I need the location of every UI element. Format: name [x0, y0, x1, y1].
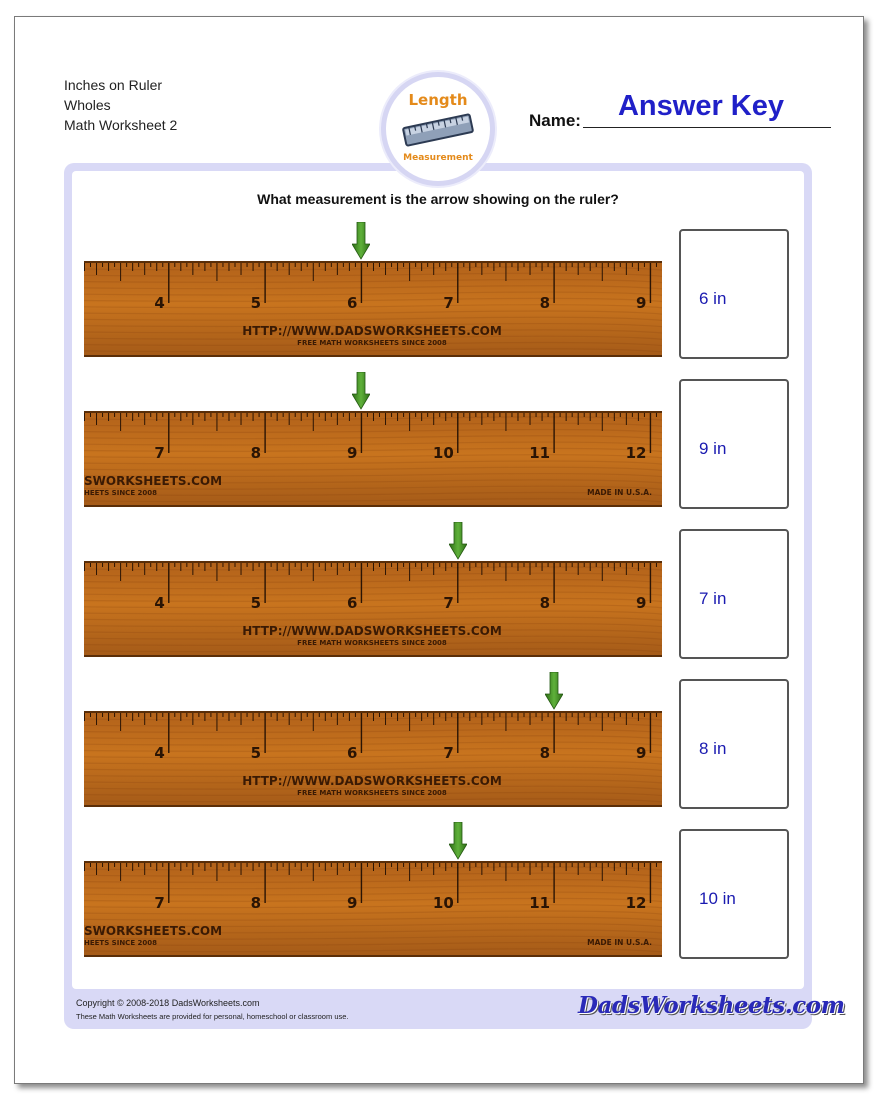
ruler [84, 411, 662, 507]
ruler-number: 5 [250, 294, 262, 312]
answer-box[interactable] [679, 229, 789, 359]
ruler-graphic [84, 711, 662, 807]
ruler-number: 9 [636, 594, 647, 612]
ruler-graphic [84, 411, 662, 507]
ruler-number: 8 [539, 294, 551, 312]
badge-title: Length [408, 91, 468, 109]
ruler-print-url: HTTP://WWW.DADSWORKSHEETS.COM [242, 774, 502, 788]
length-measurement-badge [381, 72, 495, 186]
ruler-print-url: HTTP://WWW.DADSWORKSHEETS.COM [242, 624, 502, 638]
ruler [84, 561, 662, 657]
ruler-number: 8 [250, 894, 262, 912]
footer-note: These Math Worksheets are provided for personal, homeschool or classroom use. [76, 1012, 349, 1021]
ruler-number: 12 [625, 444, 647, 462]
ruler [84, 861, 662, 957]
ruler-number: 9 [347, 444, 358, 462]
ruler-print-tagline: FREE MATH WORKSHEETS SINCE 2008 [297, 639, 447, 647]
ruler-number: 4 [154, 744, 165, 762]
ruler-number: 10 [432, 894, 454, 912]
ruler-graphic [84, 261, 662, 357]
ruler-number: 6 [347, 594, 358, 612]
ruler [84, 711, 662, 807]
question-text: What measurement is the arrow showing on the ruler? [257, 191, 619, 207]
name-field[interactable]: Answer Key [617, 90, 784, 122]
ruler-print-url: SWORKSHEETS.COM [84, 924, 223, 938]
ruler-number: 12 [625, 894, 647, 912]
ruler-print-url: HTTP://WWW.DADSWORKSHEETS.COM [242, 324, 502, 338]
ruler-print-tagline: HEETS SINCE 2008 [84, 939, 158, 947]
ruler-number: 7 [154, 444, 165, 462]
pointer-arrow-icon [352, 222, 370, 260]
pointer-arrow-icon [352, 372, 370, 410]
worksheet-topic: Inches on Ruler [64, 77, 163, 93]
name-label: Name: [529, 111, 581, 130]
ruler-number: 7 [443, 744, 454, 762]
footer-copyright: Copyright © 2008-2018 DadsWorksheets.com [76, 998, 260, 1008]
ruler-number: 7 [154, 894, 165, 912]
ruler-graphic [84, 561, 662, 657]
ruler-number: 8 [539, 744, 551, 762]
ruler-number: 11 [529, 444, 551, 462]
ruler-number: 5 [250, 594, 262, 612]
ruler-number: 9 [636, 294, 647, 312]
ruler-number: 10 [432, 444, 454, 462]
ruler-number: 7 [443, 294, 454, 312]
ruler-print-tagline: HEETS SINCE 2008 [84, 489, 158, 497]
ruler-icon [400, 111, 476, 149]
ruler-number: 9 [636, 744, 647, 762]
worksheet-number: Math Worksheet 2 [64, 117, 178, 133]
answer-text: 7 in [699, 589, 727, 608]
worksheet-subtopic: Wholes [64, 97, 111, 113]
pointer-arrow-icon [545, 672, 563, 710]
ruler [84, 261, 662, 357]
ruler-number: 11 [529, 894, 551, 912]
ruler-number: 4 [154, 294, 165, 312]
ruler-print-tagline: FREE MATH WORKSHEETS SINCE 2008 [297, 339, 447, 347]
ruler-made-in: MADE IN U.S.A. [587, 488, 652, 497]
ruler-graphic [84, 861, 662, 957]
answer-box[interactable] [679, 679, 789, 809]
ruler-number: 7 [443, 594, 454, 612]
footer-logo: DadsWorksheets.com [578, 992, 845, 1019]
answer-box[interactable] [679, 379, 789, 509]
name-line [583, 127, 831, 128]
ruler-number: 9 [347, 894, 358, 912]
ruler-number: 8 [539, 594, 551, 612]
answer-text: 10 in [699, 889, 736, 908]
ruler-number: 4 [154, 594, 165, 612]
answer-text: 8 in [699, 739, 727, 758]
ruler-print-tagline: FREE MATH WORKSHEETS SINCE 2008 [297, 789, 447, 797]
ruler-made-in: MADE IN U.S.A. [587, 938, 652, 947]
pointer-arrow-icon [449, 522, 467, 560]
answer-text: 9 in [699, 439, 727, 458]
ruler-number: 6 [347, 744, 358, 762]
ruler-number: 8 [250, 444, 262, 462]
pointer-arrow-icon [449, 822, 467, 860]
ruler-number: 6 [347, 294, 358, 312]
answer-box[interactable] [679, 829, 789, 959]
answer-box[interactable] [679, 529, 789, 659]
ruler-number: 5 [250, 744, 262, 762]
answer-text: 6 in [699, 289, 727, 308]
badge-subtitle: Measurement [403, 153, 473, 163]
ruler-print-url: SWORKSHEETS.COM [84, 474, 223, 488]
